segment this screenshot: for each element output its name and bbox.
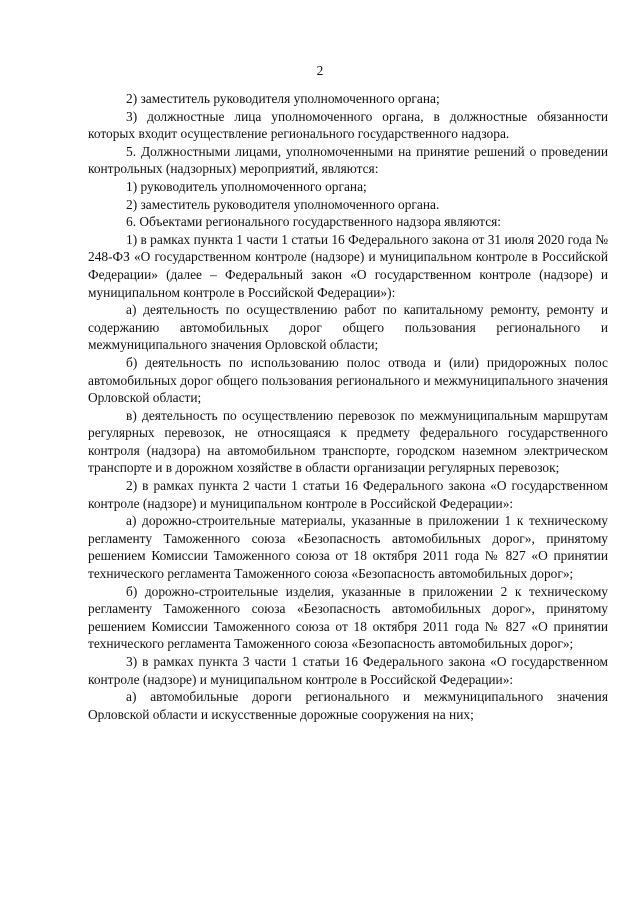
paragraph: б) деятельность по использованию полос отвода и (или) придорожных полос автомобильных дорог общего пользования регионального и межмуниципального значения Орловской области; (88, 354, 608, 406)
paragraph: 2) в рамках пункта 2 части 1 статьи 16 Федерального закона «О государственном контроле (надзоре) и муниципальном контроле в Российской Федерации»: (88, 478, 608, 511)
page-number: 2 (316, 63, 324, 78)
paragraph: 6. Объектами регионального государственного надзора являются: (126, 214, 502, 230)
paragraph: 1) руководитель уполномоченного органа; (126, 178, 367, 194)
document-body (88, 90, 608, 723)
paragraph: 1) в рамках пункта 1 части 1 статьи 16 Федерального закона от 31 июля 2020 года № 248-ФЗ «О государственном контроле (надзоре) и муниципальном контроле в Российской Федерации» (далее – Федеральный закон «О государственном контроле (надзоре) и муниципальном контроле в Российской Федерации»): (88, 231, 608, 300)
paragraph: а) деятельность по осуществлению работ по капитальному ремонту, ремонту и содержанию автомобильных дорог общего пользования регионального и межмуниципального значения Орловской области; (88, 302, 608, 353)
paragraph: 5. Должностными лицами, уполномоченными на принятие решений о проведении контрольных (надзорных) мероприятий, являются: (88, 143, 608, 177)
paragraph: 2) заместитель руководителя уполномоченного органа; (126, 91, 440, 106)
paragraph: 2) заместитель руководителя уполномоченного органа. (126, 196, 440, 212)
paragraph: в) деятельность по осуществлению перевозок по межмуниципальным маршрутам регулярных перевозок, не относящаяся к предмету федерального государственного контроля (надзора) на автомобильном транспорте, городском наземном электрическом транспорте и в дорожном хозяйстве в области организации регулярных перевозок; (88, 407, 608, 476)
paragraph: 3) в рамках пункта 3 части 1 статьи 16 Федерального закона «О государственном контроле (надзоре) и муниципальном контроле в Российской Федерации»: (88, 654, 608, 687)
paragraph: 3) должностные лица уполномоченного органа, в должностные обязанности которых входит осуществление регионального государственного надзора. (88, 108, 608, 142)
paragraph: а) автомобильные дороги регионального и межмуниципального значения Орловской области и искусственные дорожные сооружения на них; (88, 689, 608, 722)
paragraph: а) дорожно-строительные материалы, указанные в приложении 1 к техническому регламенту Таможенного союза «Безопасность автомобильных дорог», принятому решением Комиссии Таможенного союза от 18 октября 2011 года № 827 «О принятии технического регламента Таможенного союза «Безопасность автомобильных дорог»; (88, 513, 608, 582)
paragraph: б) дорожно-строительные изделия, указанные в приложении 2 к техническому регламенту Таможенного союза «Безопасность автомобильных дорог», принятому решением Комиссии Таможенного союза от 18 октября 2011 года № 827 «О принятии технического регламента Таможенного союза «Безопасность автомобильных дорог»; (88, 583, 608, 652)
